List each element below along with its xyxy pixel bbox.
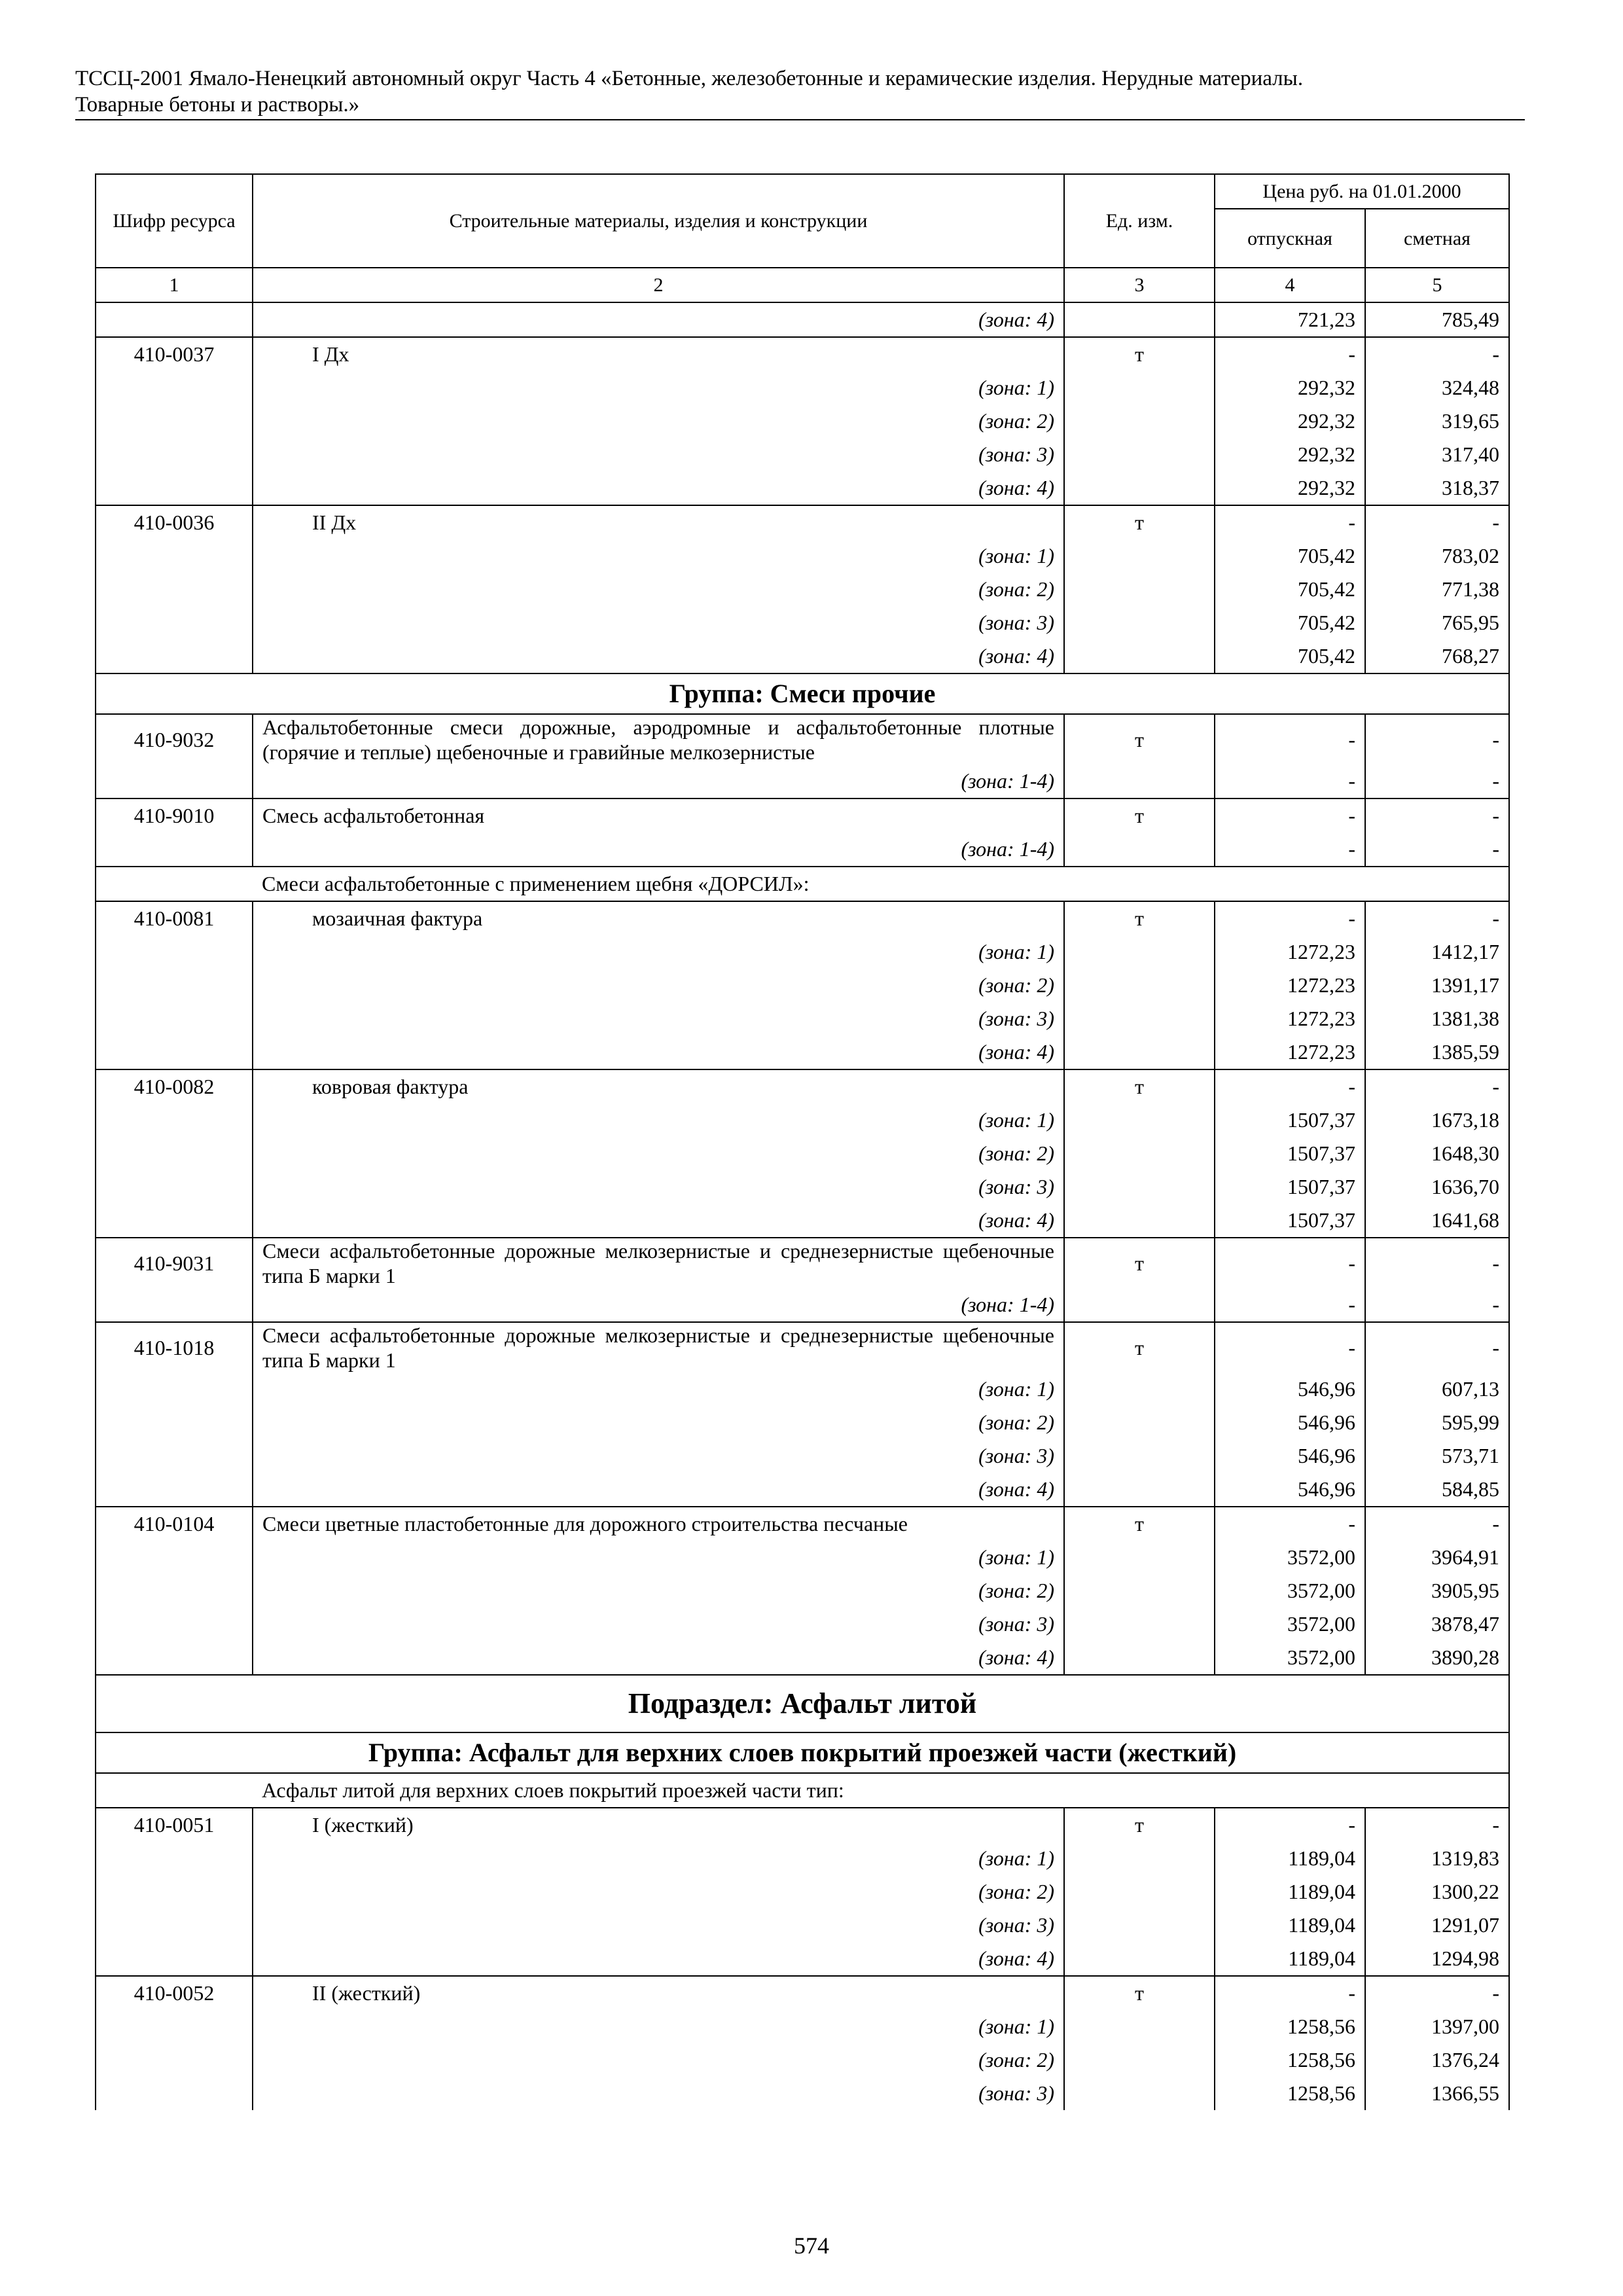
col-num-3: 3: [1064, 268, 1215, 302]
table-row: (зона: 4) 1507,37 1641,68: [96, 1204, 1509, 1238]
item-name: II (жесткий): [253, 1976, 1064, 2010]
table-row: 410-9032 Асфальтобетонные смеси дорожные, аэродромные и асфальтобетонные плотные (горячие и теплые) щебеночные и гравийные мелкозернистые т - -: [96, 714, 1509, 764]
note-row: Асфальт литой для верхних слоев покрытий проезжей части тип:: [96, 1773, 1509, 1808]
col-estimate-header: сметная: [1365, 209, 1509, 268]
table-row: (зона: 1) 1258,56 1397,00: [96, 2010, 1509, 2043]
table-row: (зона: 3) 705,42 765,95: [96, 606, 1509, 639]
table-row: (зона: 2) 1258,56 1376,24: [96, 2043, 1509, 2077]
item-name: Смеси цветные пластобетонные для дорожного строительства песчаные: [253, 1507, 1064, 1541]
table-row: (зона: 1) 1189,04 1319,83: [96, 1842, 1509, 1875]
item-name: Смесь асфальтобетонная: [253, 798, 1064, 833]
item-name: II Дх: [253, 505, 1064, 539]
col-name-header: Строительные материалы, изделия и конструкции: [253, 174, 1064, 268]
table-row: (зона: 2) 1507,37 1648,30: [96, 1137, 1509, 1170]
table-row: (зона: 1) 1272,23 1412,17: [96, 935, 1509, 969]
col-release-header: отпускная: [1215, 209, 1365, 268]
table-row: (зона: 4) 705,42 768,27: [96, 639, 1509, 673]
table-row: (зона: 3) 3572,00 3878,47: [96, 1607, 1509, 1641]
document-header: [75, 65, 1525, 120]
item-name: I (жесткий): [253, 1808, 1064, 1842]
table-row: (зона: 4) 546,96 584,85: [96, 1473, 1509, 1507]
subsection-heading: Подраздел: Асфальт литой: [96, 1675, 1509, 1732]
table-row: (зона: 3) 1189,04 1291,07: [96, 1909, 1509, 1942]
table-row: 410-9031 Смеси асфальтобетонные дорожные мелкозернистые и среднезернистые щебеночные типа Б марки 1 т - -: [96, 1238, 1509, 1288]
table-row: (зона: 4) 1189,04 1294,98: [96, 1942, 1509, 1976]
table-row: 410-0082 ковровая фактура т - -: [96, 1069, 1509, 1103]
table-row: (зона: 2) 1189,04 1300,22: [96, 1875, 1509, 1909]
table-row: (зона: 4) 1272,23 1385,59: [96, 1035, 1509, 1069]
resource-code: 410-0081: [96, 901, 253, 935]
table-row: (зона: 1-4) - -: [96, 764, 1509, 798]
table-row: 410-9010 Смесь асфальтобетонная т - -: [96, 798, 1509, 833]
table-row: (зона: 2) 3572,00 3905,95: [96, 1574, 1509, 1607]
resource-code: 410-0082: [96, 1069, 253, 1103]
table-row: (зона: 1) 705,42 783,02: [96, 539, 1509, 573]
table-row: (зона: 1-4) - -: [96, 833, 1509, 867]
item-name: Смеси асфальтобетонные дорожные мелкозернистые и среднезернистые щебеночные типа Б марки 1: [253, 1322, 1064, 1372]
price-table: [95, 173, 1510, 2110]
resource-code: 410-0036: [96, 505, 253, 539]
col-num-2: 2: [253, 268, 1064, 302]
table-row: (зона: 1-4) - -: [96, 1288, 1509, 1322]
table-row: (зона: 4) 292,32 318,37: [96, 471, 1509, 505]
resource-code: 410-0051: [96, 1808, 253, 1842]
item-name: мозаичная фактура: [253, 901, 1064, 935]
item-name: Асфальтобетонные смеси дорожные, аэродромные и асфальтобетонные плотные (горячие и теплые) щебеночные и гравийные мелкозернистые: [253, 714, 1064, 764]
table-row: (зона: 1) 1507,37 1673,18: [96, 1103, 1509, 1137]
table-row: (зона: 3) 292,32 317,40: [96, 438, 1509, 471]
resource-code: 410-0104: [96, 1507, 253, 1541]
resource-code: 410-0037: [96, 337, 253, 371]
table-header: [96, 174, 1509, 302]
group-heading: Группа: Асфальт для верхних слоев покрытий проезжей части (жесткий): [96, 1732, 1509, 1773]
table-row: (зона: 2) 705,42 771,38: [96, 573, 1509, 606]
table-row: (зона: 3) 1258,56 1366,55: [96, 2077, 1509, 2110]
table-row: (зона: 4) 721,23 785,49: [96, 302, 1509, 337]
table-row: (зона: 1) 546,96 607,13: [96, 1372, 1509, 1406]
col-unit-header: Ед. изм.: [1064, 174, 1215, 268]
table-row: (зона: 1) 3572,00 3964,91: [96, 1541, 1509, 1574]
table-row: 410-1018 Смеси асфальтобетонные дорожные мелкозернистые и среднезернистые щебеночные типа Б марки 1 т - -: [96, 1322, 1509, 1372]
table-row: (зона: 3) 546,96 573,71: [96, 1439, 1509, 1473]
header-line-1: ТССЦ-2001 Ямало-Ненецкий автономный округ Часть 4 «Бетонные, железобетонные и керамические изделия. Нерудные материалы.: [75, 67, 1304, 90]
table-row: (зона: 4) 3572,00 3890,28: [96, 1641, 1509, 1675]
page-number: 574: [794, 2233, 829, 2259]
col-price-header: Цена руб. на 01.01.2000: [1215, 174, 1509, 209]
resource-code: 410-0052: [96, 1976, 253, 2010]
col-code-header: Шифр ресурса: [96, 174, 253, 268]
resource-code: 410-9032: [96, 714, 253, 764]
table-row: (зона: 2) 546,96 595,99: [96, 1406, 1509, 1439]
resource-code: 410-1018: [96, 1322, 253, 1372]
col-num-1: 1: [96, 268, 253, 302]
item-name: ковровая фактура: [253, 1069, 1064, 1103]
table-row: (зона: 2) 1272,23 1391,17: [96, 969, 1509, 1002]
table-row: 410-0104 Смеси цветные пластобетонные для дорожного строительства песчаные т - -: [96, 1507, 1509, 1541]
col-num-5: 5: [1365, 268, 1509, 302]
item-name: Смеси асфальтобетонные дорожные мелкозернистые и среднезернистые щебеночные типа Б марки 1: [253, 1238, 1064, 1288]
table-row: (зона: 3) 1272,23 1381,38: [96, 1002, 1509, 1035]
item-name: I Дх: [253, 337, 1064, 371]
table-row: 410-0037 I Дх т - -: [96, 337, 1509, 371]
resource-code: 410-9031: [96, 1238, 253, 1288]
table-row: (зона: 1) 292,32 324,48: [96, 371, 1509, 404]
table-row: 410-0051 I (жесткий) т - -: [96, 1808, 1509, 1842]
table-row: (зона: 2) 292,32 319,65: [96, 404, 1509, 438]
resource-code: 410-9010: [96, 798, 253, 833]
table-row: 410-0081 мозаичная фактура т - -: [96, 901, 1509, 935]
header-line-2: Товарные бетоны и растворы.»: [75, 93, 360, 117]
col-num-4: 4: [1215, 268, 1365, 302]
table-row: 410-0036 II Дх т - -: [96, 505, 1509, 539]
table-row: (зона: 3) 1507,37 1636,70: [96, 1170, 1509, 1204]
group-heading: Группа: Смеси прочие: [96, 673, 1509, 714]
note-row: Смеси асфальтобетонные с применением щебня «ДОРСИЛ»:: [96, 867, 1509, 901]
table-row: 410-0052 II (жесткий) т - -: [96, 1976, 1509, 2010]
